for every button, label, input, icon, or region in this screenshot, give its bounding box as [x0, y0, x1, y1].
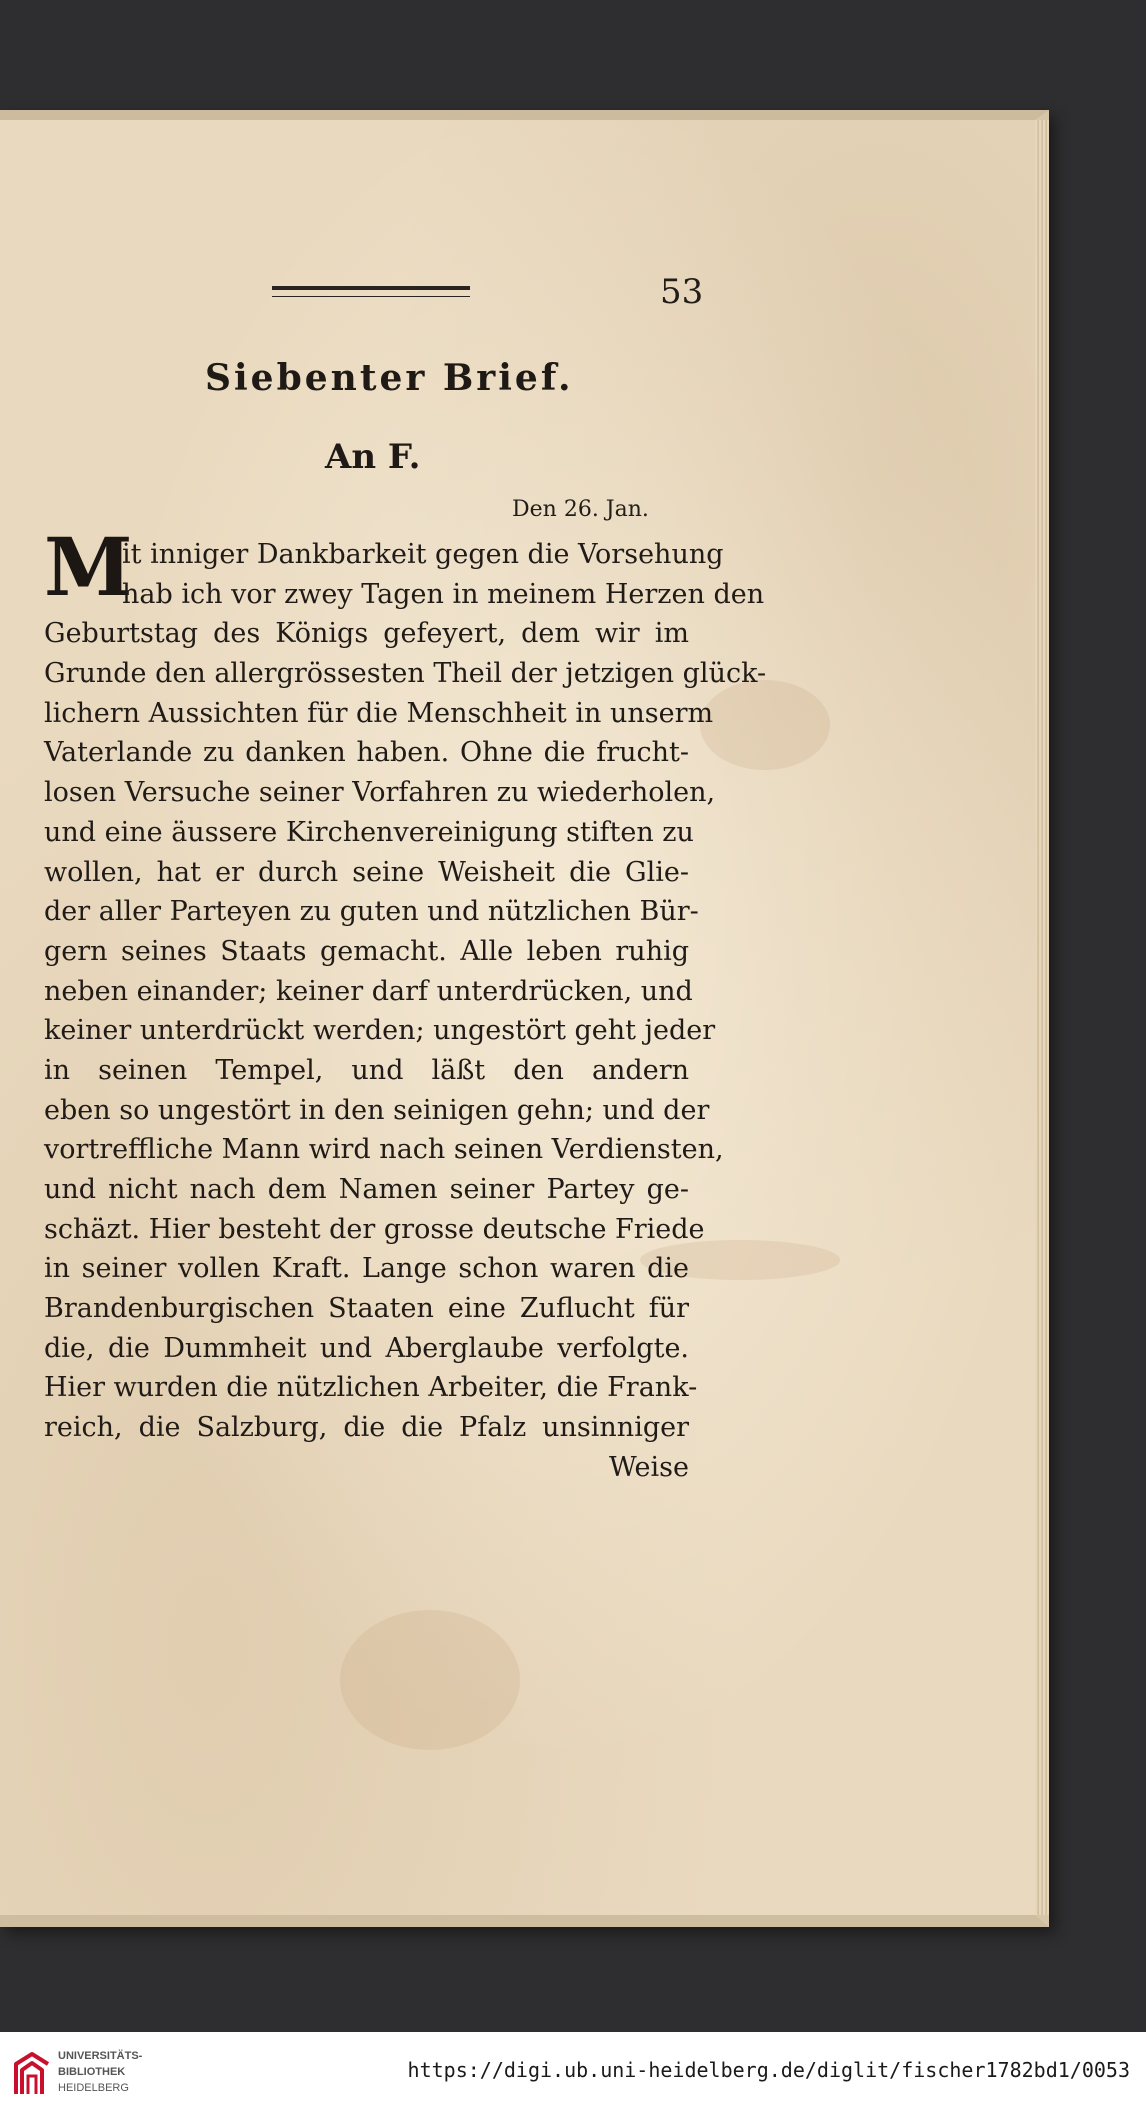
text-line: wollen, hat er durch seine Weisheit die Glie-: [44, 856, 689, 888]
text-line: Brandenburgischen Staaten eine Zuflucht für: [44, 1293, 689, 1325]
text-line: Grunde den allergrössesten Theil der jetzigen glück-: [44, 658, 767, 690]
library-name: [58, 2048, 142, 2096]
text-line: die, die Dummheit und Aberglaube verfolgte.: [44, 1332, 689, 1364]
text-line: neben einander; keiner darf unterdrücken, und: [44, 975, 693, 1007]
chapter-title: Siebenter Brief.: [205, 357, 574, 399]
text-line: schäzt. Hier besteht der grosse deutsche Friede: [44, 1213, 705, 1245]
text-line: gern seines Staats gemacht. Alle leben ruhig: [44, 935, 689, 967]
addressee: An F.: [325, 437, 421, 477]
letter-date: Den 26. Jan.: [512, 497, 649, 522]
header-rule: [272, 286, 470, 297]
body-text: [44, 535, 767, 1488]
text-line: reich, die Salzburg, die die Pfalz unsinniger: [44, 1412, 689, 1444]
text-line: hab ich vor zwey Tagen in meinem Herzen den: [122, 578, 765, 610]
page-number: 53: [660, 272, 704, 312]
text-line: in seiner vollen Kraft. Lange schon waren die: [44, 1253, 689, 1285]
permalink-url[interactable]: https://digi.ub.uni-heidelberg.de/diglit/fischer1782bd1/0053: [407, 2058, 1130, 2082]
text-line: Vaterlande zu danken haben. Ohne die frucht-: [44, 737, 689, 769]
text-line: vortreffliche Mann wird nach seinen Verdiensten,: [44, 1134, 724, 1166]
text-line: eben so ungestört in den seinigen gehn; und der: [44, 1094, 710, 1126]
library-logo-icon: [12, 2050, 52, 2098]
paper-stain: [700, 680, 830, 770]
paper-stain: [340, 1610, 520, 1750]
text-line: Hier wurden die nützlichen Arbeiter, die Frank-: [44, 1372, 698, 1404]
text-line: losen Versuche seiner Vorfahren zu wiederholen,: [44, 777, 716, 809]
library-name-line: BIBLIOTHEK: [58, 2066, 126, 2078]
library-logo[interactable]: [12, 2046, 152, 2102]
text-line: in seinen Tempel, und läßt den andern: [44, 1054, 689, 1086]
catchword: Weise: [609, 1451, 689, 1483]
text-line: und nicht nach dem Namen seiner Partey ge-: [44, 1174, 689, 1205]
text-line: keiner unterdrückt werden; ungestört geht jeder: [44, 1015, 716, 1047]
footer-bar: [0, 2032, 1146, 2114]
text-line: Geburtstag des Königs gefeyert, dem wir im: [44, 618, 689, 650]
drop-cap: M: [44, 520, 133, 614]
text-line: lichern Aussichten für die Menschheit in unserm: [44, 697, 714, 729]
text-line: der aller Parteyen zu guten und nützlichen Bür-: [44, 896, 699, 928]
text-line: und eine äussere Kirchenvereinigung stiften zu: [44, 816, 694, 848]
library-name-line: UNIVERSITÄTS-: [58, 2050, 143, 2062]
text-line: it inniger Dankbarkeit gegen die Vorsehung: [122, 539, 724, 570]
page-edge: [1035, 120, 1049, 1915]
library-name-line: HEIDELBERG: [58, 2082, 129, 2094]
